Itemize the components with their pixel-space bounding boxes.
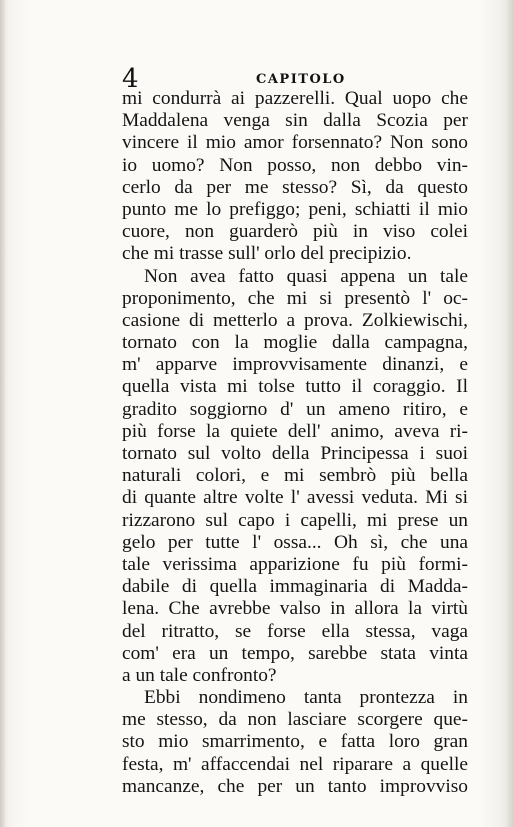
text-line: sto mio smarrimento, e fatta loro gran xyxy=(122,731,468,753)
paragraph-1 xyxy=(122,88,468,266)
text-line: mancanze, che per un tanto improvviso xyxy=(122,775,468,797)
text-line: io uomo? Non posso, non debbo vin- xyxy=(122,154,468,176)
text-line: Non avea fatto quasi appena un tale xyxy=(144,265,468,287)
text-line: mi condurrà ai pazzerelli. Qual uopo che xyxy=(122,88,468,109)
page-edge-right xyxy=(506,0,514,827)
paragraph-2 xyxy=(122,266,468,688)
text-line: tornato sul volto della Principessa i suoi xyxy=(122,443,468,464)
text-line: quella vista mi tolse tutto il coraggio. Il xyxy=(122,376,468,398)
page-edge-left xyxy=(0,0,6,827)
text-line: festa, m' affaccendai nel riparare a quelle xyxy=(122,753,468,775)
text-line: Maddalena venga sin dalla Scozia per xyxy=(122,110,468,132)
text-line: naturali colori, e mi sembrò più bella xyxy=(122,465,468,487)
text-line: che mi trasse sull' orlo del precipizio. xyxy=(122,243,412,265)
text-line: dabile di quella immaginaria di Madda- xyxy=(122,576,468,598)
text-line: vincere il mio amor forsennato? Non sono xyxy=(122,132,468,154)
text-line: lena. Che avrebbe valso in allora la virtù xyxy=(122,598,468,620)
text-line: casione di metterlo a prova. Zolkiewischi, xyxy=(122,309,468,331)
running-head: CAPITOLO xyxy=(256,72,346,87)
text-line: rizzarono sul capo i capelli, mi prese un xyxy=(122,509,468,531)
text-line: proponimento, che mi si presentò l' oc- xyxy=(122,287,468,309)
text-line: punto me lo prefiggo; peni, schiatti il mio xyxy=(122,198,468,220)
text-line: Ebbi nondimeno tanta prontezza in xyxy=(144,687,468,709)
text-line: a un tale confronto? xyxy=(122,664,277,686)
text-line: di quante altre volte l' avessi veduta. Mi si xyxy=(122,487,468,509)
body-text xyxy=(122,88,468,798)
text-line: più forse la quiete dell' animo, aveva ri- xyxy=(122,420,468,442)
paragraph-3 xyxy=(122,687,468,798)
text-line: gelo per tutte l' ossa... Oh sì, che una xyxy=(122,531,468,553)
text-line: m' apparve improvvisamente dinanzi, e xyxy=(122,354,468,376)
text-line: gradito soggiorno d' un ameno ritiro, e xyxy=(122,398,468,420)
text-line: com' era un tempo, sarebbe stata vinta xyxy=(122,642,468,664)
text-line: me stesso, da non lasciare scorgere que- xyxy=(122,709,468,731)
text-line: del ritratto, se forse ella stessa, vaga xyxy=(122,620,468,642)
page-number: 4 xyxy=(122,64,139,94)
text-line: tale verissima apparizione fu più formi- xyxy=(122,553,468,575)
text-line: cuore, non guarderò più in viso colei xyxy=(122,221,468,243)
text-line: tornato con la moglie dalla campagna, xyxy=(122,332,468,354)
text-line: cerlo da per me stesso? Sì, da questo xyxy=(122,176,468,198)
